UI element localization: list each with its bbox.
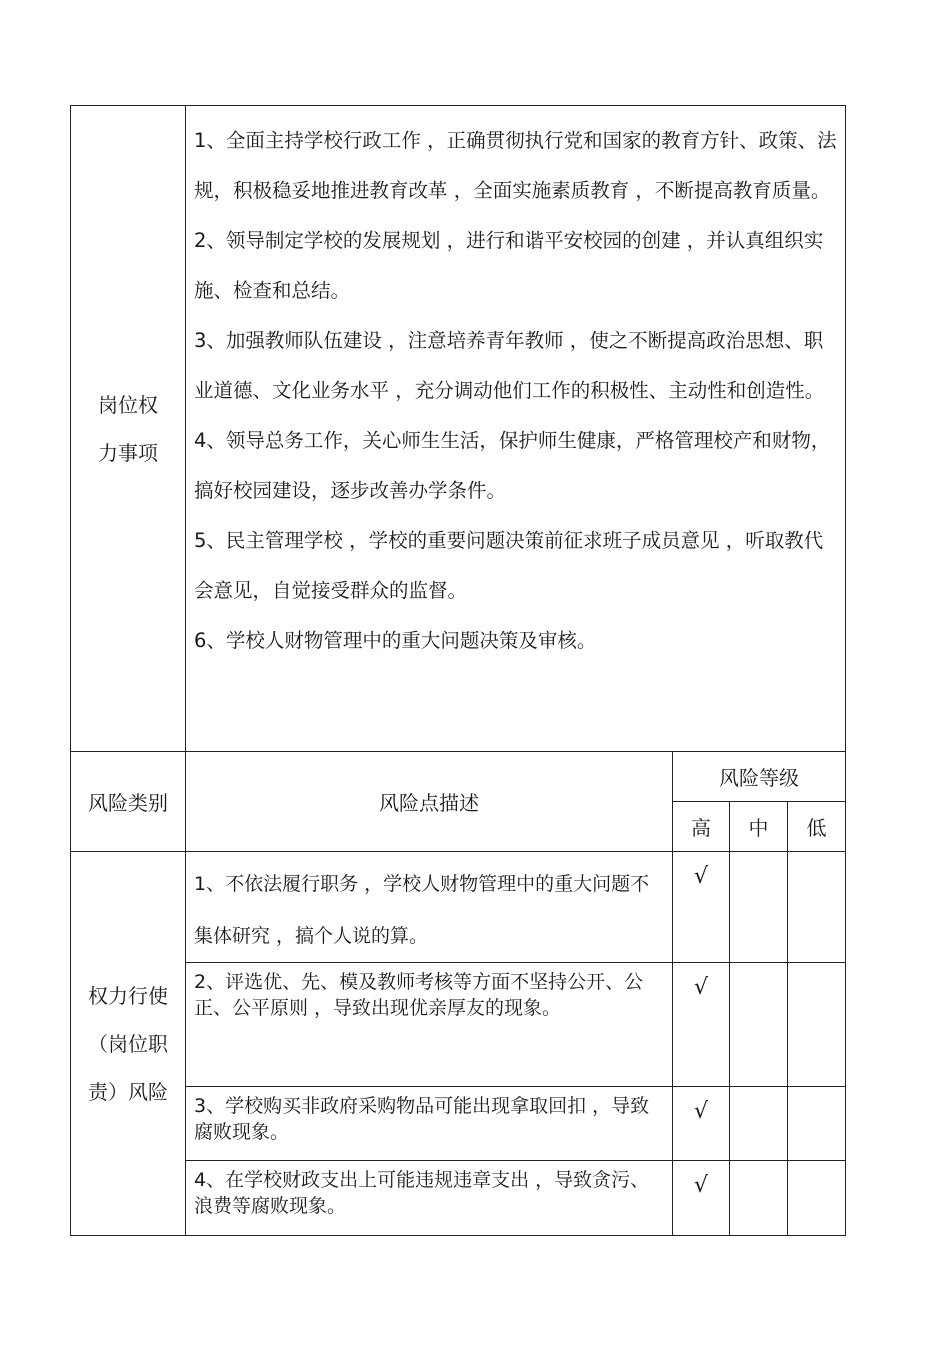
- risk-level-medium-mark: [730, 963, 788, 1087]
- duty-risk-table: [70, 105, 846, 1236]
- level-low-header: 低: [788, 802, 846, 852]
- risk-level-high-mark: √: [673, 852, 730, 963]
- risk-level-medium-mark: [730, 1087, 788, 1161]
- risk-description-header: 风险点描述: [186, 752, 673, 852]
- duty-row: [71, 106, 846, 752]
- table-row: [71, 852, 846, 963]
- duty-item: 6、学校人财物管理中的重大问题决策及审核。: [194, 629, 597, 652]
- risk-category-label: 权力行使 （岗位职 责）风险: [71, 852, 186, 1236]
- duty-item: 2、领导制定学校的发展规划 ，进行和谐平安校园的创建 ，并认真组织实施、检查和总结。: [194, 229, 824, 302]
- duty-list: [186, 106, 846, 752]
- duty-item: 4、领导总务工作，关心师生生活，保护师生健康，严格管理校产和财物，搞好校园建设，逐步改善办学条件。: [194, 429, 831, 502]
- risk-description: 3、学校购买非政府采购物品可能出现拿取回扣 ，导致腐败现象。: [186, 1087, 673, 1161]
- risk-level-low-mark: [788, 963, 846, 1087]
- duty-item: 3、加强教师队伍建设 ，注意培养青年教师 ，使之不断提高政治思想、职业道德、文化业务水平 ，充分调动他们工作的积极性、主动性和创造性。: [194, 329, 825, 402]
- risk-level-header: 风险等级: [673, 752, 846, 802]
- risk-level-high-mark: √: [673, 963, 730, 1087]
- level-medium-header: 中: [730, 802, 788, 852]
- risk-category-header: 风险类别: [71, 752, 186, 852]
- risk-level-low-mark: [788, 1161, 846, 1236]
- risk-level-high-mark: √: [673, 1087, 730, 1161]
- duty-label: 岗位权 力事项: [71, 106, 186, 752]
- duty-item: 5、民主管理学校 ，学校的重要问题决策前征求班子成员意见 ，听取教代会意见，自觉接受群众的监督。: [194, 529, 824, 602]
- table-row: [71, 1161, 846, 1236]
- risk-header-row: [71, 752, 846, 802]
- risk-description: 1、不依法履行职务 ，学校人财物管理中的重大问题不集体研究 ，搞个人说的算。: [186, 852, 673, 963]
- risk-level-medium-mark: [730, 1161, 788, 1236]
- risk-level-low-mark: [788, 852, 846, 963]
- risk-level-medium-mark: [730, 852, 788, 963]
- risk-description: 2、评选优、先、模及教师考核等方面不坚持公开、公正、公平原则 ，导致出现优亲厚友的现象。: [186, 963, 673, 1087]
- risk-level-high-mark: √: [673, 1161, 730, 1236]
- table-row: [71, 963, 846, 1087]
- table-row: [71, 1087, 846, 1161]
- risk-description: 4、在学校财政支出上可能违规违章支出 ，导致贪污、浪费等腐败现象。: [186, 1161, 673, 1236]
- risk-level-low-mark: [788, 1087, 846, 1161]
- duty-item: 1、全面主持学校行政工作 ，正确贯彻执行党和国家的教育方针、政策、法规，积极稳妥地推进教育改革 ，全面实施素质教育 ，不断提高教育质量。: [194, 129, 837, 202]
- level-high-header: 高: [673, 802, 730, 852]
